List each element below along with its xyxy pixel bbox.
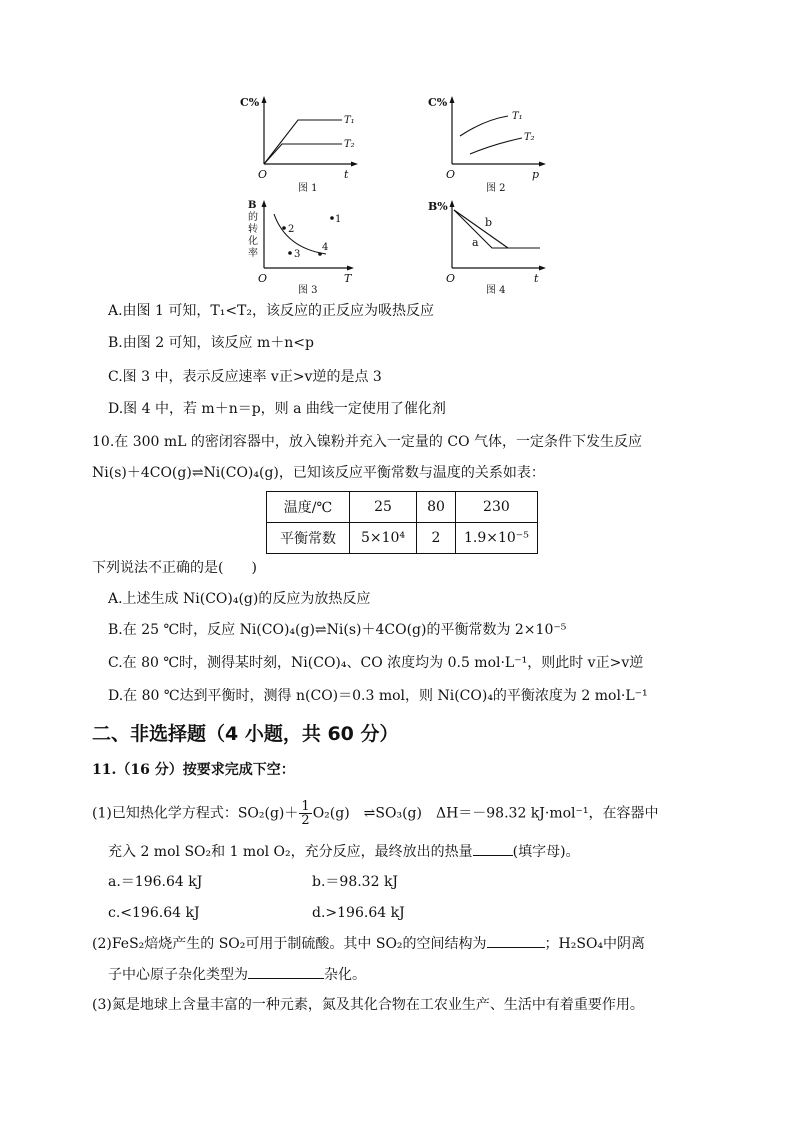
table-row	[267, 523, 538, 554]
fig2-curve1-label: T₁	[512, 111, 523, 122]
table-header-row	[267, 492, 538, 523]
fig3-point2-label: 2	[288, 224, 295, 235]
q11-part1-line2	[108, 841, 580, 862]
q11-part1-pre: (1)已知热化学方程式：SO₂(g)＋	[92, 805, 299, 822]
q11-part2-line1-b: ；H₂SO₄中阴离	[544, 936, 646, 952]
fig1-xlabel: t	[344, 168, 349, 181]
q10-prompt: 下列说法不正确的是( )	[92, 560, 257, 576]
q11-choice-c: c.<196.64 kJ	[108, 905, 200, 921]
q11-part1-post: O₂(g) ⇌SO₃(g) ΔH＝－98.32 kJ·mol⁻¹，在容器中	[312, 805, 659, 822]
svg-text:化: 化	[248, 236, 258, 247]
q11-part1-line2-text: 充入 2 mol SO₂和 1 mol O₂，充分反应，最终放出的热量	[108, 844, 473, 860]
figure-3	[236, 196, 376, 296]
fig2-origin: O	[446, 168, 456, 181]
q10-stem-line2: Ni(s)＋4CO(g)⇌Ni(CO)₄(g)，已知该反应平衡常数与温度的关系如表：	[92, 465, 545, 481]
q10-option-c: C.在 80 ℃时，测得某时刻，Ni(CO)₄、CO 浓度均为 0.5 mol·L⁻¹，则此时 v正>v逆	[108, 655, 644, 671]
fraction-denominator: 2	[301, 813, 310, 828]
fig2-xlabel: p	[532, 168, 540, 181]
fig1-ylabel: C%	[240, 96, 260, 109]
q11-part2-line1-a: (2)FeS₂焙烧产生的 SO₂可用于制硫酸。其中 SO₂的空间结构为	[92, 936, 487, 952]
fig3-ylabel	[248, 200, 258, 259]
section-heading: 二、非选择题（4 小题，共 60 分）	[92, 723, 399, 745]
q11-part3: (3)氮是地球上含量丰富的一种元素，氮及其化合物在工农业生产、生活中有着重要作用。	[92, 997, 644, 1013]
q11-part2-line1	[92, 933, 645, 954]
figure-2	[424, 92, 564, 192]
q10-stem-line1: 10.在 300 mL 的密闭容器中，放入镍粉并充入一定量的 CO 气体，一定条件下发生反应	[92, 434, 642, 450]
fig2-curve2-label: T₂	[524, 132, 535, 143]
fig3-xlabel: T	[344, 272, 352, 285]
table-cell: 5×10⁴	[350, 523, 417, 554]
fig4-curve-b-label: b	[485, 216, 493, 229]
q9-option-c: C.图 3 中，表示反应速率 v正>v逆的是点 3	[108, 369, 382, 385]
fig3-origin: O	[258, 272, 268, 285]
q11-heading: 11.（16 分）按要求完成下空：	[92, 762, 295, 778]
fig4-curve-a-label: a	[472, 236, 479, 249]
fig4-origin: O	[446, 272, 456, 285]
fig1-curve1-label: T₁	[344, 115, 355, 126]
figure-1	[236, 92, 376, 192]
q11-part1-line2-end: (填字母)。	[512, 844, 580, 860]
svg-text:转: 转	[248, 224, 258, 235]
q10-option-d: D.在 80 ℃达到平衡时，测得 n(CO)＝0.3 mol，则 Ni(CO)₄的平衡浓度为 2 mol·L⁻¹	[108, 688, 648, 704]
q11-part2-line2-a: 子中心原子杂化类型为	[108, 967, 248, 983]
table-cell: 温度/℃	[267, 492, 350, 523]
svg-text:B: B	[248, 200, 257, 211]
fig1-caption: 图 1	[298, 183, 318, 194]
q11-part1-line1	[92, 800, 659, 827]
q11-choice-d: d.>196.64 kJ	[312, 905, 405, 921]
fig3-caption: 图 3	[298, 285, 318, 296]
fig1-curve2-label: T₂	[344, 139, 355, 150]
q11-part2-line2-b: 杂化。	[324, 967, 366, 983]
q9-option-a: A.由图 1 可知，T₁<T₂，该反应的正反应为吸热反应	[108, 303, 434, 319]
svg-text:率: 率	[248, 248, 258, 259]
q10-option-a: A.上述生成 Ni(CO)₄(g)的反应为放热反应	[108, 591, 371, 607]
table-cell: 1.9×10⁻⁵	[456, 523, 538, 554]
q11-choice-a: a.＝196.64 kJ	[108, 874, 203, 890]
q10-option-b: B.在 25 ℃时，反应 Ni(CO)₄(g)⇌Ni(s)＋4CO(g)的平衡常数为 2×10⁻⁵	[108, 622, 567, 638]
svg-text:的: 的	[248, 212, 258, 223]
table-cell: 2	[417, 523, 456, 554]
fig3-point1-label: 1	[335, 214, 342, 225]
answer-blank-2[interactable]	[487, 933, 545, 948]
fig4-xlabel: t	[534, 272, 539, 285]
fraction-one-half	[299, 800, 311, 827]
fig3-point3-label: 3	[294, 249, 301, 260]
fig3-point4-label: 4	[322, 242, 329, 253]
fig1-origin: O	[258, 168, 268, 181]
figure-4	[424, 196, 564, 296]
q11-choice-b: b.＝98.32 kJ	[312, 874, 399, 890]
fig2-ylabel: C%	[428, 96, 448, 109]
answer-blank-3[interactable]	[248, 964, 324, 979]
fig2-caption: 图 2	[486, 183, 506, 194]
fig4-caption: 图 4	[486, 285, 506, 296]
q9-option-b: B.由图 2 可知，该反应 m＋n<p	[108, 335, 314, 351]
equilibrium-table	[266, 491, 538, 554]
table-cell: 25	[350, 492, 417, 523]
table-cell: 平衡常数	[267, 523, 350, 554]
q9-option-d: D.图 4 中，若 m＋n＝p，则 a 曲线一定使用了催化剂	[108, 401, 446, 417]
fraction-numerator: 1	[301, 799, 310, 814]
fig4-ylabel: B%	[428, 200, 448, 213]
table-cell: 80	[417, 492, 456, 523]
q11-part2-line2	[108, 964, 366, 985]
table-cell: 230	[456, 492, 538, 523]
answer-blank-1[interactable]	[473, 841, 513, 856]
